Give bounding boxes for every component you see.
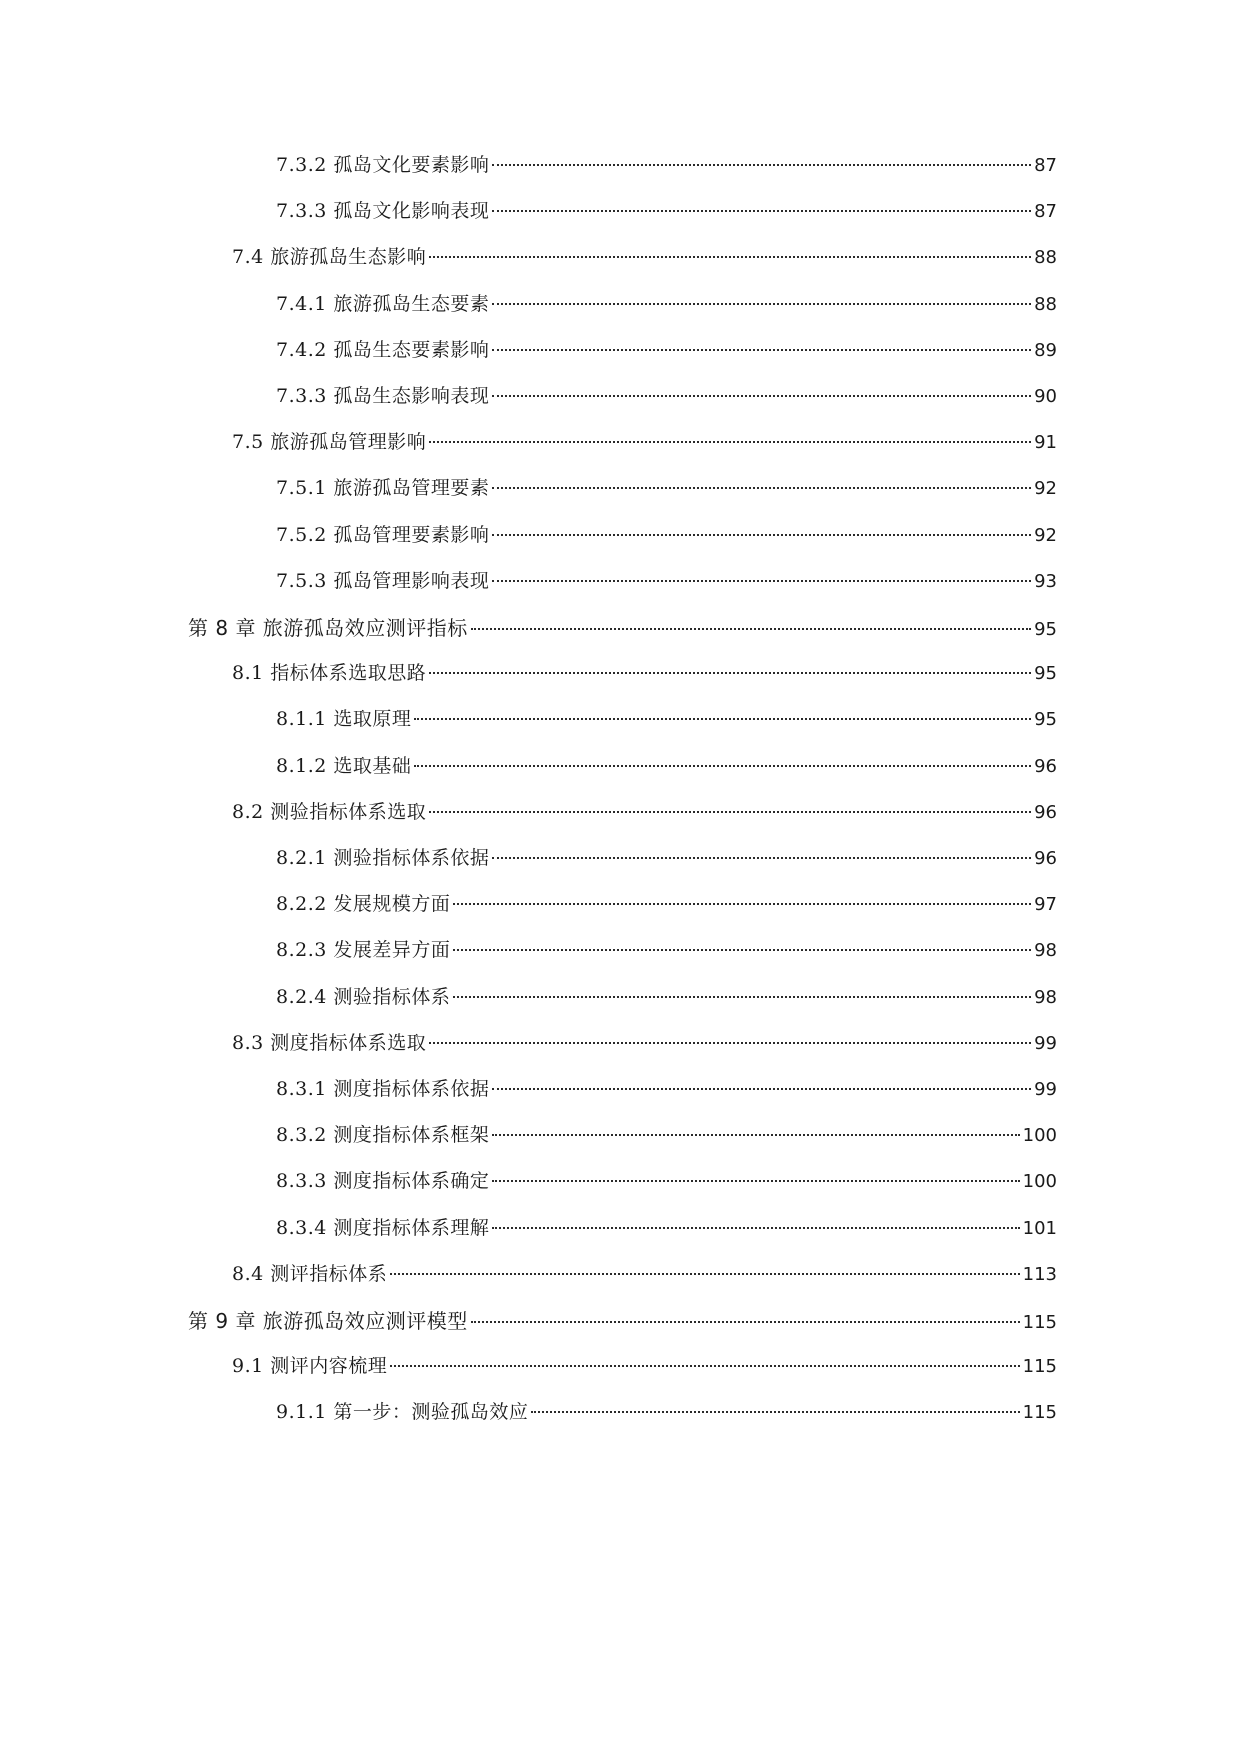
- toc-entry-title: 7.3.3 孤岛文化影响表现: [276, 200, 490, 223]
- dot-leader: [492, 1227, 1019, 1229]
- dot-leader: [429, 256, 1031, 258]
- toc-entry[interactable]: [0, 1397, 1241, 1427]
- toc-entry[interactable]: [0, 335, 1241, 365]
- toc-entry-title: 7.5.1 旅游孤岛管理要素: [276, 477, 490, 500]
- toc-entry-page-number: 97: [1034, 894, 1057, 916]
- dot-leader: [414, 718, 1031, 720]
- toc-entry[interactable]: [0, 1305, 1241, 1335]
- toc-entry-title: 9.1.1 第一步：测验孤岛效应: [276, 1401, 529, 1424]
- dot-leader: [429, 441, 1031, 443]
- toc-entry[interactable]: [0, 889, 1241, 919]
- toc-entry-title: 7.4 旅游孤岛生态影响: [232, 246, 427, 269]
- dot-leader: [492, 303, 1031, 305]
- toc-entry-title: 8.3.1 测度指标体系依据: [276, 1078, 490, 1100]
- toc-entry[interactable]: [0, 1213, 1241, 1243]
- dot-leader: [492, 1134, 1019, 1136]
- toc-entry[interactable]: [0, 843, 1241, 873]
- dot-leader: [453, 996, 1031, 998]
- toc-entry-title: 8.3 测度指标体系选取: [232, 1031, 427, 1054]
- toc-entry[interactable]: [0, 520, 1241, 550]
- toc-entry-title: 7.3.3 孤岛生态影响表现: [276, 385, 490, 407]
- toc-entry-page-number: 115: [1022, 1402, 1057, 1424]
- toc-entry-title: 8.2 测验指标体系选取: [232, 800, 427, 823]
- toc-entry-title: 9.1 测评内容梳理: [232, 1355, 388, 1378]
- toc-entry-page-number: 92: [1034, 478, 1057, 500]
- toc-entry[interactable]: [0, 704, 1241, 734]
- toc-entry[interactable]: [0, 982, 1241, 1012]
- toc-entry-page-number: 98: [1034, 940, 1057, 962]
- toc-entry[interactable]: [0, 1028, 1241, 1058]
- toc-entry[interactable]: [0, 1074, 1241, 1104]
- toc-entry-page-number: 90: [1034, 386, 1057, 407]
- toc-entry[interactable]: [0, 1166, 1241, 1196]
- dot-leader: [471, 628, 1031, 630]
- dot-leader: [492, 164, 1031, 166]
- toc-entry-title: 7.5 旅游孤岛管理影响: [232, 431, 427, 454]
- toc-entry-page-number: 101: [1022, 1217, 1057, 1239]
- toc-entry-title: 8.2.4 测验指标体系: [276, 985, 451, 1008]
- toc-entry[interactable]: [0, 1259, 1241, 1289]
- dot-leader: [429, 1042, 1031, 1044]
- toc-entry[interactable]: [0, 473, 1241, 503]
- toc-entry-page-number: 88: [1034, 293, 1057, 315]
- dot-leader: [492, 857, 1031, 859]
- toc-entry-title: 8.2.3 发展差异方面: [276, 939, 451, 962]
- toc-entry-title: 8.1.2 选取基础: [276, 754, 412, 777]
- toc-entry-title: 8.4 测评指标体系: [232, 1262, 388, 1285]
- dot-leader: [390, 1365, 1019, 1367]
- dot-leader: [429, 811, 1031, 813]
- toc-entry[interactable]: [0, 1351, 1241, 1381]
- toc-entry-page-number: 92: [1034, 524, 1057, 546]
- toc-entry[interactable]: [0, 289, 1241, 319]
- dot-leader: [453, 903, 1031, 905]
- toc-entry-title: 8.3.4 测度指标体系理解: [276, 1216, 490, 1239]
- toc-entry-page-number: 87: [1034, 155, 1057, 176]
- toc-entry-title: 8.2.2 发展规模方面: [276, 893, 451, 916]
- toc-entry-title: 7.5.2 孤岛管理要素影响: [276, 523, 490, 546]
- toc-entry-title: 7.3.2 孤岛文化要素影响: [276, 154, 490, 176]
- toc-entry[interactable]: [0, 751, 1241, 781]
- toc-entry[interactable]: [0, 566, 1241, 596]
- toc-entry-title: 8.3.2 测度指标体系框架: [276, 1124, 490, 1147]
- dot-leader: [492, 210, 1031, 212]
- toc-entry[interactable]: [0, 196, 1241, 226]
- toc-entry[interactable]: [0, 658, 1241, 688]
- toc-entry-title: 8.3.3 测度指标体系确定: [276, 1170, 490, 1193]
- toc-entry[interactable]: [0, 381, 1241, 411]
- dot-leader: [492, 534, 1031, 536]
- dot-leader: [492, 580, 1031, 582]
- toc-entry-title: 8.1.1 选取原理: [276, 708, 412, 731]
- toc-entry-page-number: 100: [1022, 1125, 1057, 1147]
- dot-leader: [414, 765, 1031, 767]
- toc-entry-page-number: 91: [1034, 432, 1057, 454]
- toc-entry-title: 7.4.2 孤岛生态要素影响: [276, 338, 490, 361]
- dot-leader: [492, 1088, 1031, 1090]
- toc-entry-page-number: 100: [1022, 1171, 1057, 1193]
- toc-entry[interactable]: [0, 1120, 1241, 1150]
- dot-leader: [390, 1273, 1019, 1275]
- toc-entry-page-number: 88: [1034, 247, 1057, 269]
- dot-leader: [471, 1321, 1020, 1323]
- toc-entry[interactable]: [0, 935, 1241, 965]
- toc-entry[interactable]: [0, 612, 1241, 642]
- toc-entry-page-number: 113: [1022, 1263, 1057, 1285]
- toc-entry-page-number: 95: [1034, 619, 1057, 640]
- dot-leader: [429, 672, 1031, 674]
- toc-entry-page-number: 98: [1034, 986, 1057, 1008]
- toc-entry-page-number: 95: [1034, 663, 1057, 685]
- dot-leader: [492, 487, 1031, 489]
- toc-entry-title: 8.2.1 测验指标体系依据: [276, 847, 490, 869]
- toc-entry[interactable]: [0, 427, 1241, 457]
- dot-leader: [492, 349, 1031, 351]
- dot-leader: [531, 1411, 1019, 1413]
- toc-entry[interactable]: [0, 797, 1241, 827]
- toc-entry-page-number: 89: [1034, 339, 1057, 361]
- toc-entry-page-number: 95: [1034, 709, 1057, 731]
- toc-entry[interactable]: [0, 242, 1241, 272]
- toc-entry-title: 第 9 章 旅游孤岛效应测评模型: [188, 1309, 468, 1333]
- toc-entry-page-number: 96: [1034, 801, 1057, 823]
- toc-entry-page-number: 87: [1034, 201, 1057, 223]
- toc-entry-page-number: 96: [1034, 755, 1057, 777]
- dot-leader: [492, 395, 1031, 397]
- toc-entry-title: 8.1 指标体系选取思路: [232, 662, 427, 685]
- toc-entry[interactable]: [0, 150, 1241, 180]
- toc-entry-title: 7.4.1 旅游孤岛生态要素: [276, 292, 490, 315]
- toc-entry-page-number: 99: [1034, 1032, 1057, 1054]
- toc-entry-page-number: 99: [1034, 1079, 1057, 1100]
- dot-leader: [453, 949, 1031, 951]
- toc-entry-page-number: 93: [1034, 570, 1057, 592]
- toc-entry-title: 7.5.3 孤岛管理影响表现: [276, 569, 490, 592]
- dot-leader: [492, 1180, 1019, 1182]
- toc-entry-page-number: 96: [1034, 848, 1057, 869]
- toc-entry-page-number: 115: [1022, 1312, 1057, 1333]
- toc-entry-page-number: 115: [1022, 1356, 1057, 1378]
- toc-entry-title: 第 8 章 旅游孤岛效应测评指标: [188, 616, 468, 640]
